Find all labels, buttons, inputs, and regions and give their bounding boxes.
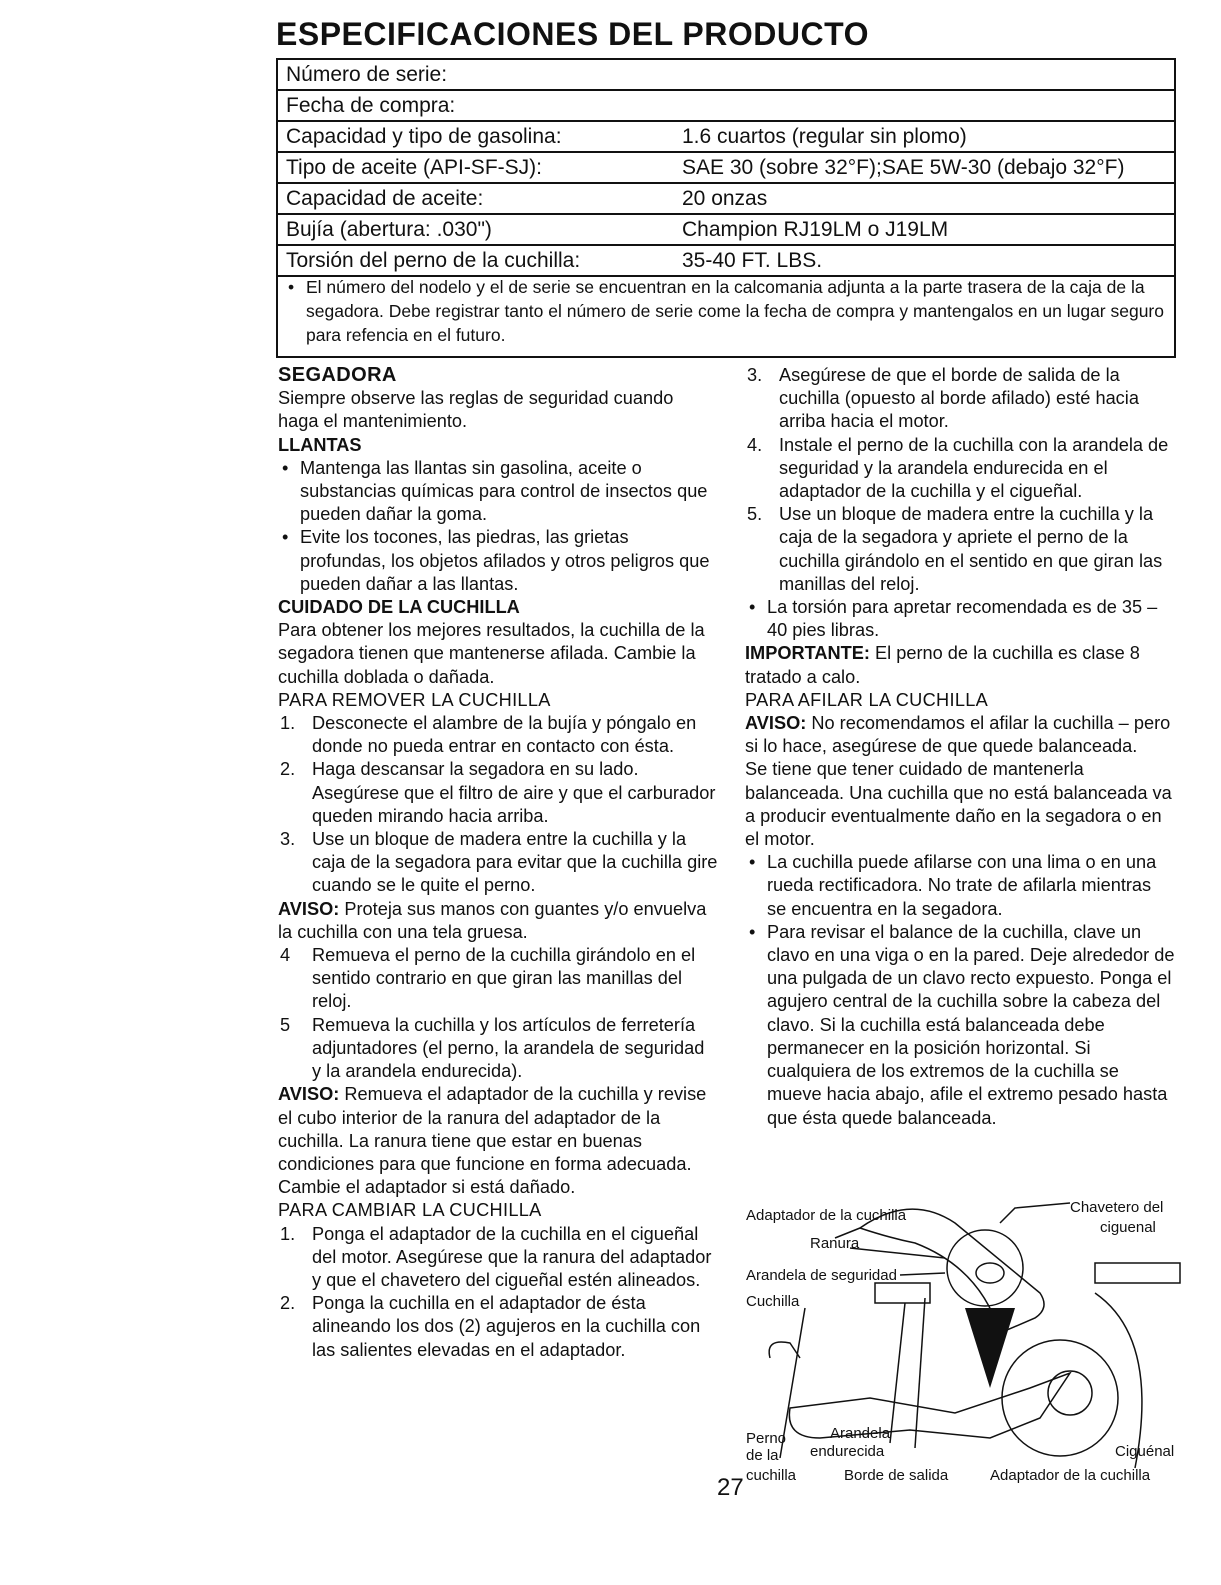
label-perno-3: cuchilla — [746, 1467, 797, 1484]
list-item — [745, 596, 1175, 642]
crankshaft-block-sketch — [1095, 1263, 1180, 1283]
list-item — [745, 921, 1175, 1130]
list-item — [278, 1223, 718, 1293]
list-number: 5. — [747, 504, 763, 525]
list-item-text: Use un bloque de madera entre la cuchilla y la caja de la segadora para evitar que la cuchilla gire cuando se le quite el perno. — [312, 829, 718, 896]
importante-text: El perno de la cuchilla es clase 8 tratado a calo. — [745, 643, 1140, 687]
list-item-text: Instale el perno de la cuchilla con la arandela de seguridad y la arandela endurecida en el adaptador de la cuchilla y el cigueñal. — [779, 434, 1169, 502]
spec-note — [284, 275, 1191, 347]
spec-label: Capacidad y tipo de gasolina: — [286, 125, 562, 148]
bullet-icon: • — [749, 852, 756, 873]
label-ciguenal: Ciguénal — [1115, 1443, 1175, 1460]
aviso-note — [278, 898, 718, 944]
list-item — [745, 434, 1175, 504]
list-number: 3. — [747, 365, 763, 385]
list-item-text: Ponga el adaptador de la cuchilla en el cigueñal del motor. Asegúrese que la ranura del adaptador y que el chavetero del cigueñal estén alineados. — [312, 1223, 712, 1290]
aviso-text: Remueva el adaptador de la cuchilla y revise el cubo interior de la ranura del adaptador de la cuchilla. La ranura tiene que estar en buenas condiciones para que funcione en forma adecuada. Cambie el adaptador si está dañado. — [278, 1084, 707, 1198]
spec-row-oil-type — [278, 153, 1174, 184]
aviso-text: No recomendamos el afilar la cuchilla – pero si lo hace, asegúrese de que quede balanceada. — [745, 713, 1171, 757]
list-item-text: Desconecte el alambre de la bujía y póngalo en donde no pueda entrar en contacto con ésta. — [312, 713, 697, 757]
list-item-text: Asegúrese de que el borde de salida de la cuchilla (opuesto al borde afilado) esté hacia arriba hacia el motor. — [779, 365, 1139, 432]
label-arandela-end-1: Arandela — [830, 1425, 891, 1442]
bullet-icon: • — [288, 277, 295, 297]
spec-value: SAE 30 (sobre 32°F);SAE 5W-30 (debajo 32°F) — [682, 156, 1125, 179]
spec-row-purchase-date — [278, 91, 1174, 122]
spec-row-serial — [278, 60, 1174, 91]
list-item-text: Remueva la cuchilla y los artículos de ferretería adjuntadores (el perno, la arandela de seguridad y la arandela endurecida). — [312, 1014, 705, 1082]
list-item-text: La torsión para apretar recomendada es de 35 – 40 pies libras. — [767, 597, 1158, 641]
label-adaptador-top: Adaptador de la cuchilla — [746, 1207, 907, 1224]
label-cuchilla: Cuchilla — [746, 1293, 800, 1310]
spec-value: Champion RJ19LM o J19LM — [682, 218, 949, 241]
aviso-label: AVISO: — [278, 1084, 340, 1105]
right-column — [745, 364, 1175, 1130]
bullet-icon: • — [282, 457, 289, 478]
list-number: 5 — [280, 1014, 291, 1035]
list-item-text: Use un bloque de madera entre la cuchilla y la caja de la segadora y apriete el perno de la cuchilla girándolo en el sentido en que giran las manillas del reloj. — [779, 504, 1163, 594]
list-item — [278, 758, 718, 828]
crankshaft-hub-sketch — [1048, 1371, 1092, 1415]
spec-row-spark-plug — [278, 215, 1174, 246]
spec-label: Número de serie: — [286, 63, 448, 86]
washer-sketch — [976, 1263, 1004, 1283]
list-number: 2. — [280, 759, 296, 780]
subheading-cambiar: PARA CAMBIAR LA CUCHILLA — [278, 1200, 542, 1221]
label-chavetero-2: ciguenal — [1100, 1219, 1156, 1236]
bullet-icon: • — [749, 921, 756, 942]
list-number: 1. — [280, 1223, 296, 1244]
subheading-afilar: PARA AFILAR LA CUCHILLA — [745, 689, 989, 710]
spec-label: Fecha de compra: — [286, 94, 456, 117]
importante-label: IMPORTANTE: — [745, 643, 870, 664]
spec-row-fuel — [278, 122, 1174, 153]
spec-value: 20 onzas — [682, 187, 768, 210]
spec-note-text: El número del nodelo y el de serie se encuentran en la calcomania adjunta a la parte trasera de la caja de la segadora. Debe registrar tanto el número de serie come la fecha de compra y mantengalos en un lugar seguro para refencia en el futuro. — [306, 277, 1164, 345]
aviso-text: Proteja sus manos con guantes y/o envuelva la cuchilla con una tela gruesa. — [278, 898, 707, 942]
list-item — [745, 364, 1175, 434]
spec-label: Torsión del perno de la cuchilla: — [286, 249, 581, 272]
list-number: 2. — [280, 1293, 296, 1314]
section-heading-segadora: SEGADORA — [278, 364, 397, 386]
label-arandela-seguridad: Arandela de seguridad — [746, 1267, 897, 1284]
list-item-text: Ponga la cuchilla en el adaptador de ésta alineando los dos (2) agujeros en la cuchilla con las salientes elevadas en el adaptador. — [312, 1293, 701, 1360]
list-item — [745, 503, 1175, 596]
aviso-note — [745, 712, 1175, 758]
spec-label: Capacidad de aceite: — [286, 187, 484, 210]
list-item — [278, 1292, 718, 1362]
page-number: 27 — [717, 1474, 744, 1501]
list-item — [278, 526, 718, 596]
spec-label: Bujía (abertura: .030") — [286, 218, 492, 241]
specifications-table — [276, 58, 1176, 358]
importante-note — [745, 642, 1175, 688]
list-number: 4 — [280, 945, 291, 966]
list-number: 3. — [280, 829, 296, 850]
subheading-remover: PARA REMOVER LA CUCHILLA — [278, 689, 551, 710]
blade-block-sketch — [875, 1283, 930, 1303]
label-ranura: Ranura — [810, 1235, 860, 1252]
list-item — [278, 457, 718, 527]
aviso-label: AVISO: — [745, 713, 807, 734]
spec-value: 35-40 FT. LBS. — [682, 249, 823, 272]
list-item — [278, 712, 718, 758]
list-item-text: Evite los tocones, las piedras, las grietas profundas, los objetos afilados y otros peligros que pueden dañar a las llantas. — [300, 527, 710, 594]
list-number: 4. — [747, 434, 763, 455]
bullet-icon: • — [749, 597, 756, 618]
bullet-icon: • — [282, 527, 289, 548]
list-item — [278, 944, 718, 1014]
bolt-shaft-2-sketch — [915, 1298, 925, 1448]
label-perno-2: de la — [746, 1447, 779, 1464]
label-adaptador-bottom: Adaptador de la cuchilla — [990, 1467, 1151, 1484]
spec-row-bolt-torque — [278, 246, 1174, 277]
aviso-note — [278, 1083, 718, 1199]
leader-arandela — [900, 1273, 945, 1275]
section-heading-cuidado: CUIDADO DE LA CUCHILLA — [278, 597, 520, 618]
list-number: 1. — [280, 713, 296, 734]
blade-assembly-diagram — [740, 1198, 1185, 1488]
list-item-text: Mantenga las llantas sin gasolina, aceite o substancias químicas para control de insectos que pueden dañar la goma. — [300, 457, 708, 525]
paragraph: Siempre observe las reglas de seguridad cuando haga el mantenimiento. — [278, 388, 674, 432]
housing-curve-sketch — [1095, 1293, 1142, 1468]
label-borde-salida: Borde de salida — [844, 1467, 949, 1484]
arrow-pointer-icon — [965, 1308, 1015, 1388]
label-perno-1: Perno — [746, 1430, 787, 1447]
label-arandela-end-2: endurecida — [810, 1443, 885, 1460]
list-item-text: Remueva el perno de la cuchilla girándolo en el sentido contrario en que giran las manillas del reloj. — [312, 945, 696, 1012]
blade-tip-sketch — [769, 1342, 800, 1358]
list-item-text: La cuchilla puede afilarse con una lima o en una rueda rectificadora. No trate de afilarla mientras se encuentra en la segadora. — [767, 852, 1157, 919]
list-item — [278, 828, 718, 898]
bolt-shaft-sketch — [890, 1303, 905, 1443]
spec-label: Tipo de aceite (API-SF-SJ): — [286, 156, 542, 179]
crankshaft-wheel-sketch — [1002, 1340, 1118, 1456]
paragraph: Se tiene que tener cuidado de mantenerla balanceada. Una cuchilla que no está balanceada va a producir eventualmente daño en la segadora o en el motor. — [745, 759, 1172, 850]
list-item — [278, 1014, 718, 1084]
section-heading-llantas: LLANTAS — [278, 434, 362, 455]
left-column — [278, 364, 718, 1362]
list-item — [745, 851, 1175, 921]
aviso-label: AVISO: — [278, 898, 340, 919]
label-chavetero-1: Chavetero del — [1070, 1199, 1164, 1216]
list-item-text: Haga descansar la segadora en su lado. Asegúrese que el filtro de aire y que el carburador queden mirando hacia arriba. — [312, 759, 716, 826]
paragraph: Para obtener los mejores resultados, la cuchilla de la segadora tienen que mantenerse afilada. Cambie la cuchilla doblada o dañada. — [278, 620, 705, 687]
list-item-text: Para revisar el balance de la cuchilla, clave un clavo en una viga o en la pared. Deje alrededor de una pulgada de un clavo recto expuesto. Ponga el agujero central de la cuchilla sobre la cabeza del clavo. Si la cuchilla está balanceada debe permanecer en la posición horizontal. Si cualquiera de los extremos de la cuchilla se mueve hacia abajo, afile el extremo pesado hasta que ésta quede balanceada. — [767, 921, 1175, 1128]
page-title: ESPECIFICACIONES DEL PRODUCTO — [276, 16, 869, 52]
leader-chavetero — [1000, 1203, 1070, 1223]
spec-row-oil-capacity — [278, 184, 1174, 215]
spec-value: 1.6 cuartos (regular sin plomo) — [682, 125, 967, 148]
